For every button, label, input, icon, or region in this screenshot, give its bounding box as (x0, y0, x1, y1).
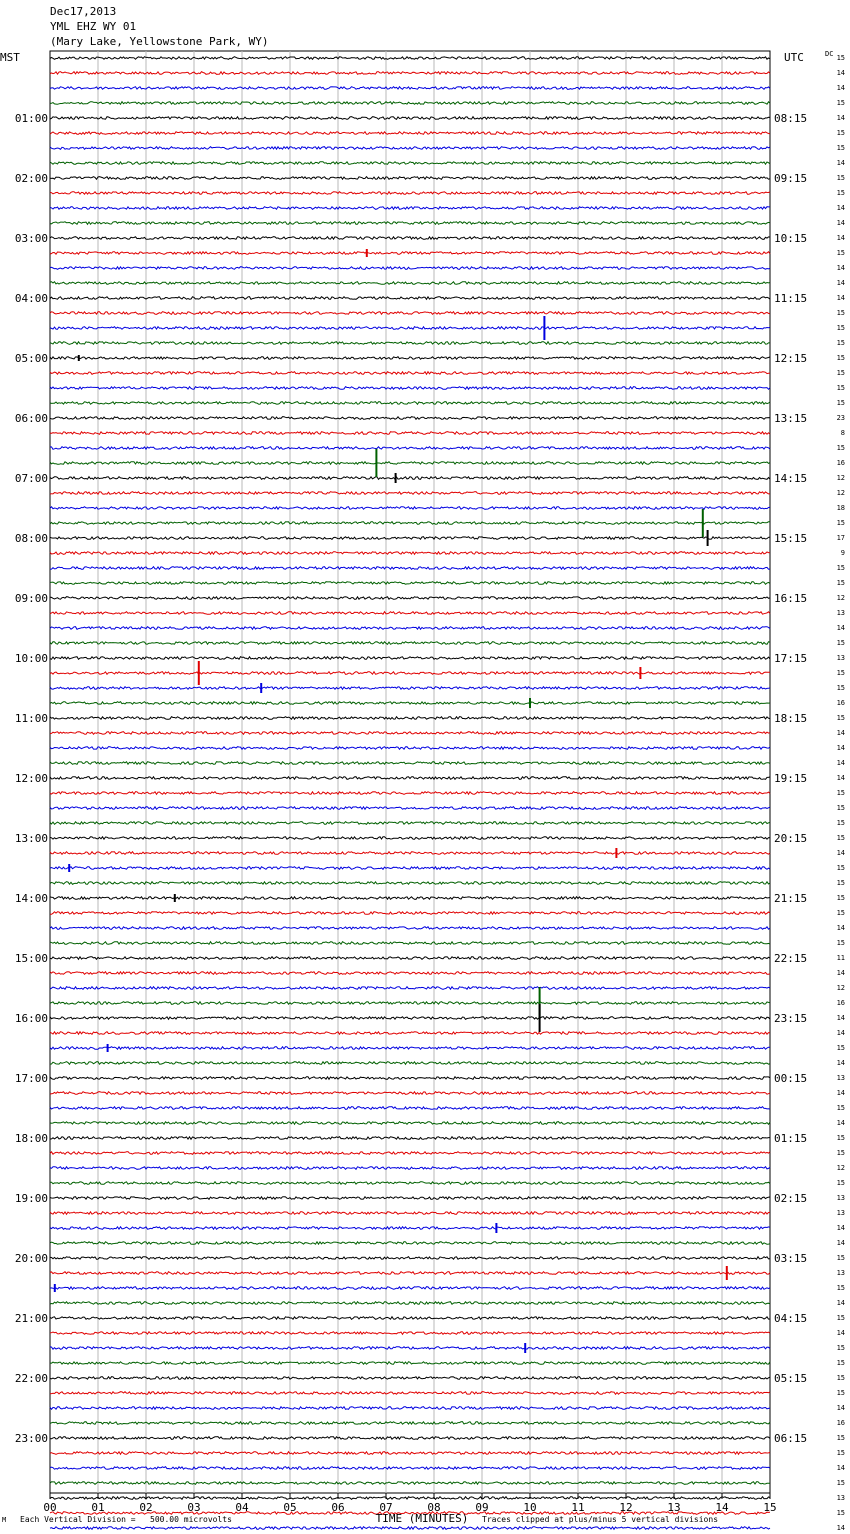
seismic-trace (50, 72, 770, 75)
seismic-trace (50, 447, 770, 450)
utc-hour-label: 14:15 (774, 472, 808, 485)
seismic-trace (50, 1077, 770, 1080)
row-dc-value: 15 (836, 1359, 845, 1367)
seismic-trace (50, 612, 770, 615)
x-tick-label: 00 (43, 1501, 57, 1514)
row-dc-value: 15 (836, 669, 845, 677)
row-dc-value: 15 (836, 909, 845, 917)
row-dc-value: 12 (836, 489, 845, 497)
row-dc-value: 15 (836, 579, 845, 587)
row-dc-value: 14 (836, 69, 845, 77)
row-dc-value: 15 (836, 1044, 845, 1052)
mst-hour-label: 02:00 (14, 172, 48, 185)
row-dc-value: 15 (836, 444, 845, 452)
seismic-trace (50, 1257, 770, 1260)
mst-hour-label: 14:00 (14, 892, 48, 905)
utc-hour-label: 08:15 (774, 112, 808, 125)
utc-hour-label: 22:15 (774, 952, 808, 965)
seismic-trace (50, 282, 770, 285)
seismic-trace (50, 492, 770, 495)
row-dc-value: 15 (836, 879, 845, 887)
row-dc-value: 15 (836, 894, 845, 902)
seismic-trace (50, 972, 770, 975)
seismic-trace (50, 1212, 770, 1215)
row-dc-value: 16 (836, 999, 845, 1007)
row-dc-value: 15 (836, 789, 845, 797)
seismic-trace (50, 417, 770, 420)
row-dc-value: 14 (836, 294, 845, 302)
seismic-trace (50, 552, 770, 555)
row-dc-value: 12 (836, 474, 845, 482)
seismic-trace (50, 567, 770, 570)
mst-hour-label: 13:00 (14, 832, 48, 845)
row-dc-value: 15 (836, 1104, 845, 1112)
mst-hour-label: 06:00 (14, 412, 48, 425)
row-dc-value: 15 (836, 174, 845, 182)
seismic-trace (50, 732, 770, 735)
x-tick-label: 14 (715, 1501, 729, 1514)
x-tick-label: 06 (331, 1501, 345, 1514)
seismic-trace (50, 1467, 770, 1470)
seismic-trace (50, 537, 770, 540)
row-dc-value: 15 (836, 399, 845, 407)
seismic-trace (50, 642, 770, 645)
utc-hour-label: 04:15 (774, 1312, 808, 1325)
mst-hour-label: 05:00 (14, 352, 48, 365)
seismic-trace (50, 477, 770, 480)
row-dc-value: 15 (836, 1509, 845, 1517)
seismic-trace (50, 792, 770, 795)
row-dc-value: 15 (836, 144, 845, 152)
seismic-trace (50, 177, 770, 180)
x-tick-label: 04 (235, 1501, 249, 1514)
mst-hour-label: 03:00 (14, 232, 48, 245)
row-dc-value: 14 (836, 1464, 845, 1472)
station-location: (Mary Lake, Yellowstone Park, WY) (50, 35, 269, 48)
seismic-trace (50, 1482, 770, 1485)
row-dc-value: 14 (836, 969, 845, 977)
row-dc-value: 15 (836, 249, 845, 257)
seismic-trace (50, 1227, 770, 1230)
row-dc-value: 15 (836, 324, 845, 332)
x-tick-label: 02 (139, 1501, 153, 1514)
row-dc-value: 15 (836, 1149, 845, 1157)
utc-hour-label: 19:15 (774, 772, 808, 785)
mst-hour-label: 01:00 (14, 112, 48, 125)
row-dc-value: 14 (836, 744, 845, 752)
row-dc-value: 9 (840, 549, 845, 557)
right-zone-label: UTC (784, 51, 804, 64)
seismic-trace (50, 987, 770, 990)
row-dc-value: 14 (836, 264, 845, 272)
station-code: YML EHZ WY 01 (50, 20, 137, 33)
x-tick-label: 03 (187, 1501, 201, 1514)
mst-hour-label: 23:00 (14, 1432, 48, 1445)
utc-hour-label: 11:15 (774, 292, 808, 305)
mst-hour-label: 08:00 (14, 532, 48, 545)
row-dc-value: 13 (836, 1494, 845, 1502)
seismic-trace (50, 1107, 770, 1110)
utc-hour-label: 17:15 (774, 652, 808, 665)
row-dc-value: 15 (836, 1389, 845, 1397)
row-dc-value: 15 (836, 819, 845, 827)
x-tick-label: 15 (763, 1501, 777, 1514)
row-dc-value: 15 (836, 1434, 845, 1442)
row-dc-value: 15 (836, 1314, 845, 1322)
mst-hour-label: 10:00 (14, 652, 48, 665)
mst-hour-label: 18:00 (14, 1132, 48, 1145)
mst-hour-label: 17:00 (14, 1072, 48, 1085)
seismic-trace (50, 1407, 770, 1410)
seismic-trace (50, 957, 770, 960)
row-dc-value: 14 (836, 204, 845, 212)
utc-hour-label: 13:15 (774, 412, 808, 425)
row-dc-value: 15 (836, 834, 845, 842)
row-dc-value: 15 (836, 939, 845, 947)
utc-hour-label: 05:15 (774, 1372, 808, 1385)
seismic-trace (50, 1197, 770, 1200)
trace-rows (50, 57, 770, 1534)
utc-hour-label: 20:15 (774, 832, 808, 845)
seismic-trace (50, 342, 770, 345)
row-dc-value: 13 (836, 1194, 845, 1202)
row-dc-value: 15 (836, 129, 845, 137)
row-dc-value: 14 (836, 1524, 845, 1532)
x-tick-label: 12 (619, 1501, 633, 1514)
row-dc-value: 16 (836, 459, 845, 467)
row-dc-value: 15 (836, 1374, 845, 1382)
utc-hour-label: 16:15 (774, 592, 808, 605)
row-dc-value: 15 (836, 564, 845, 572)
seismic-trace (50, 1362, 770, 1365)
seismic-trace (50, 1287, 770, 1290)
seismic-trace (50, 117, 770, 120)
row-dc-value: 15 (836, 1284, 845, 1292)
seismic-trace (50, 1137, 770, 1140)
seismic-trace (50, 1437, 770, 1440)
seismic-trace (50, 927, 770, 930)
mst-hour-label: 22:00 (14, 1372, 48, 1385)
row-dc-value: 12 (836, 1164, 845, 1172)
seismic-trace (50, 597, 770, 600)
seismic-trace (50, 387, 770, 390)
row-dc-value: 14 (836, 1089, 845, 1097)
row-dc-value: 13 (836, 654, 845, 662)
x-tick-label: 09 (475, 1501, 489, 1514)
dc-label: DC (825, 50, 834, 58)
row-dc-value: 14 (836, 1224, 845, 1232)
utc-hour-label: 10:15 (774, 232, 808, 245)
row-dc-value: 14 (836, 1014, 845, 1022)
row-dc-value: 17 (836, 534, 845, 542)
row-dc-value: 14 (836, 1029, 845, 1037)
seismic-trace (50, 1242, 770, 1245)
row-dc-value: 15 (836, 1134, 845, 1142)
seismic-trace (50, 297, 770, 300)
seismic-trace (50, 1047, 770, 1050)
row-dc-value: 16 (836, 699, 845, 707)
row-dc-value: 14 (836, 279, 845, 287)
seismic-trace (50, 822, 770, 825)
seismic-trace (50, 1032, 770, 1035)
seismic-trace (50, 162, 770, 165)
row-dc-value: 15 (836, 339, 845, 347)
utc-hour-label: 02:15 (774, 1192, 808, 1205)
row-dc-value: 14 (836, 219, 845, 227)
row-dc-value: 15 (836, 639, 845, 647)
seismic-trace (50, 1152, 770, 1155)
seismic-trace (50, 672, 770, 675)
seismic-trace (50, 1392, 770, 1395)
seismic-trace (50, 1182, 770, 1185)
row-dc-value: 15 (836, 54, 845, 62)
seismic-trace (50, 687, 770, 690)
row-dc-value: 14 (836, 729, 845, 737)
utc-hour-label: 00:15 (774, 1072, 808, 1085)
clip-note: Traces clipped at plus/minus 5 vertical divisions (482, 1515, 719, 1524)
row-dc-value: 23 (836, 414, 845, 422)
row-dc-value: 14 (836, 234, 845, 242)
seismic-trace (50, 327, 770, 330)
mst-hour-label: 16:00 (14, 1012, 48, 1025)
seismic-trace (50, 837, 770, 840)
seismic-trace (50, 1272, 770, 1275)
row-dc-value: 8 (840, 429, 845, 437)
row-dc-value: 14 (836, 1119, 845, 1127)
seismic-trace (50, 402, 770, 405)
seismic-trace (50, 372, 770, 375)
utc-hour-label: 18:15 (774, 712, 808, 725)
row-dc-value: 14 (836, 759, 845, 767)
row-dc-value: 14 (836, 1299, 845, 1307)
seismic-trace (50, 267, 770, 270)
corner-mark: M (2, 1516, 7, 1524)
seismic-trace (50, 1527, 770, 1530)
scale-note: Each Vertical Division = 500.00 microvolts (20, 1515, 232, 1524)
seismic-trace (50, 222, 770, 225)
seismic-trace (50, 897, 770, 900)
mst-hour-label: 21:00 (14, 1312, 48, 1325)
row-dc-value: 15 (836, 99, 845, 107)
mst-hour-label: 19:00 (14, 1192, 48, 1205)
row-dc-value: 13 (836, 609, 845, 617)
seismic-trace (50, 462, 770, 465)
row-dc-value: 15 (836, 1254, 845, 1262)
seismic-trace (50, 702, 770, 705)
utc-hour-label: 01:15 (774, 1132, 808, 1145)
row-dc-value: 15 (836, 714, 845, 722)
utc-hour-label: 12:15 (774, 352, 808, 365)
row-dc-value: 15 (836, 684, 845, 692)
seismic-trace (50, 1332, 770, 1335)
seismic-trace (50, 807, 770, 810)
utc-hour-label: 15:15 (774, 532, 808, 545)
seismic-trace (50, 1317, 770, 1320)
seismic-trace (50, 1092, 770, 1095)
row-dc-value: 15 (836, 309, 845, 317)
seismic-trace (50, 1002, 770, 1005)
mst-hour-label: 07:00 (14, 472, 48, 485)
mst-hour-label: 04:00 (14, 292, 48, 305)
left-zone-label: MST (0, 51, 20, 64)
seismic-trace (50, 657, 770, 660)
row-dc-value: 15 (836, 1479, 845, 1487)
seismic-trace (50, 192, 770, 195)
x-tick-label: 11 (571, 1501, 585, 1514)
mst-hour-label: 11:00 (14, 712, 48, 725)
row-dc-value: 15 (836, 1179, 845, 1187)
seismic-trace (50, 102, 770, 105)
mst-hour-label: 20:00 (14, 1252, 48, 1265)
record-date: Dec17,2013 (50, 5, 117, 18)
row-dc-value: 13 (836, 1269, 845, 1277)
row-dc-value: 15 (836, 354, 845, 362)
seismic-trace (50, 717, 770, 720)
x-tick-label: 05 (283, 1501, 297, 1514)
seismic-trace (50, 1167, 770, 1170)
seismic-trace (50, 777, 770, 780)
row-dc-value: 14 (836, 624, 845, 632)
row-dc-value: 15 (836, 384, 845, 392)
row-dc-value: 15 (836, 369, 845, 377)
seismic-trace (50, 357, 770, 360)
seismic-trace (50, 57, 770, 60)
seismic-trace (50, 507, 770, 510)
x-tick-label: 08 (427, 1501, 441, 1514)
seismic-trace (50, 207, 770, 210)
x-tick-label: 10 (523, 1501, 537, 1514)
row-dc-value: 14 (836, 159, 845, 167)
x-tick-label: 07 (379, 1501, 393, 1514)
seismic-trace (50, 252, 770, 255)
seismic-trace (50, 912, 770, 915)
seismic-trace (50, 747, 770, 750)
seismic-trace (50, 1452, 770, 1455)
row-dc-value: 12 (836, 594, 845, 602)
seismic-trace (50, 147, 770, 150)
row-dc-value: 11 (836, 954, 845, 962)
row-dc-value: 15 (836, 1449, 845, 1457)
seismic-trace (50, 1422, 770, 1425)
row-dc-value: 14 (836, 114, 845, 122)
seismic-trace (50, 762, 770, 765)
seismic-trace (50, 87, 770, 90)
seismic-trace (50, 882, 770, 885)
row-dc-value: 15 (836, 189, 845, 197)
row-dc-value: 15 (836, 519, 845, 527)
seismic-trace (50, 867, 770, 870)
row-dc-value: 15 (836, 1344, 845, 1352)
utc-hour-label: 09:15 (774, 172, 808, 185)
row-dc-value: 13 (836, 1209, 845, 1217)
seismic-trace (50, 627, 770, 630)
row-dc-value: 14 (836, 1239, 845, 1247)
seismic-trace (50, 1347, 770, 1350)
seismic-trace (50, 1122, 770, 1125)
row-dc-value: 14 (836, 1059, 845, 1067)
row-dc-value: 16 (836, 1419, 845, 1427)
utc-hour-label: 23:15 (774, 1012, 808, 1025)
seismic-trace (50, 312, 770, 315)
mst-hour-label: 15:00 (14, 952, 48, 965)
seismic-trace (50, 1497, 770, 1500)
row-dc-value: 15 (836, 864, 845, 872)
utc-hour-label: 06:15 (774, 1432, 808, 1445)
x-tick-label: 01 (91, 1501, 105, 1514)
row-dc-value: 14 (836, 849, 845, 857)
row-dc-value: 18 (836, 504, 845, 512)
row-dc-value: 12 (836, 984, 845, 992)
row-dc-value: 14 (836, 924, 845, 932)
x-tick-label: 13 (667, 1501, 681, 1514)
row-dc-value: 14 (836, 84, 845, 92)
mst-hour-label: 09:00 (14, 592, 48, 605)
row-dc-value: 14 (836, 1404, 845, 1412)
seismic-trace (50, 432, 770, 435)
row-dc-value: 14 (836, 774, 845, 782)
utc-hour-label: 03:15 (774, 1252, 808, 1265)
seismic-trace (50, 942, 770, 945)
seismic-trace (50, 1302, 770, 1305)
seismic-trace (50, 1017, 770, 1020)
seismic-trace (50, 132, 770, 135)
seismic-trace (50, 522, 770, 525)
mst-hour-label: 12:00 (14, 772, 48, 785)
row-dc-value: 13 (836, 1074, 845, 1082)
row-dc-value: 14 (836, 1329, 845, 1337)
row-dc-value: 15 (836, 804, 845, 812)
seismic-trace (50, 1377, 770, 1380)
x-axis-title: TIME (MINUTES) (375, 1512, 469, 1525)
seismic-trace (50, 582, 770, 585)
utc-hour-label: 21:15 (774, 892, 808, 905)
seismic-trace (50, 237, 770, 240)
seismic-trace (50, 852, 770, 855)
seismic-trace (50, 1062, 770, 1065)
